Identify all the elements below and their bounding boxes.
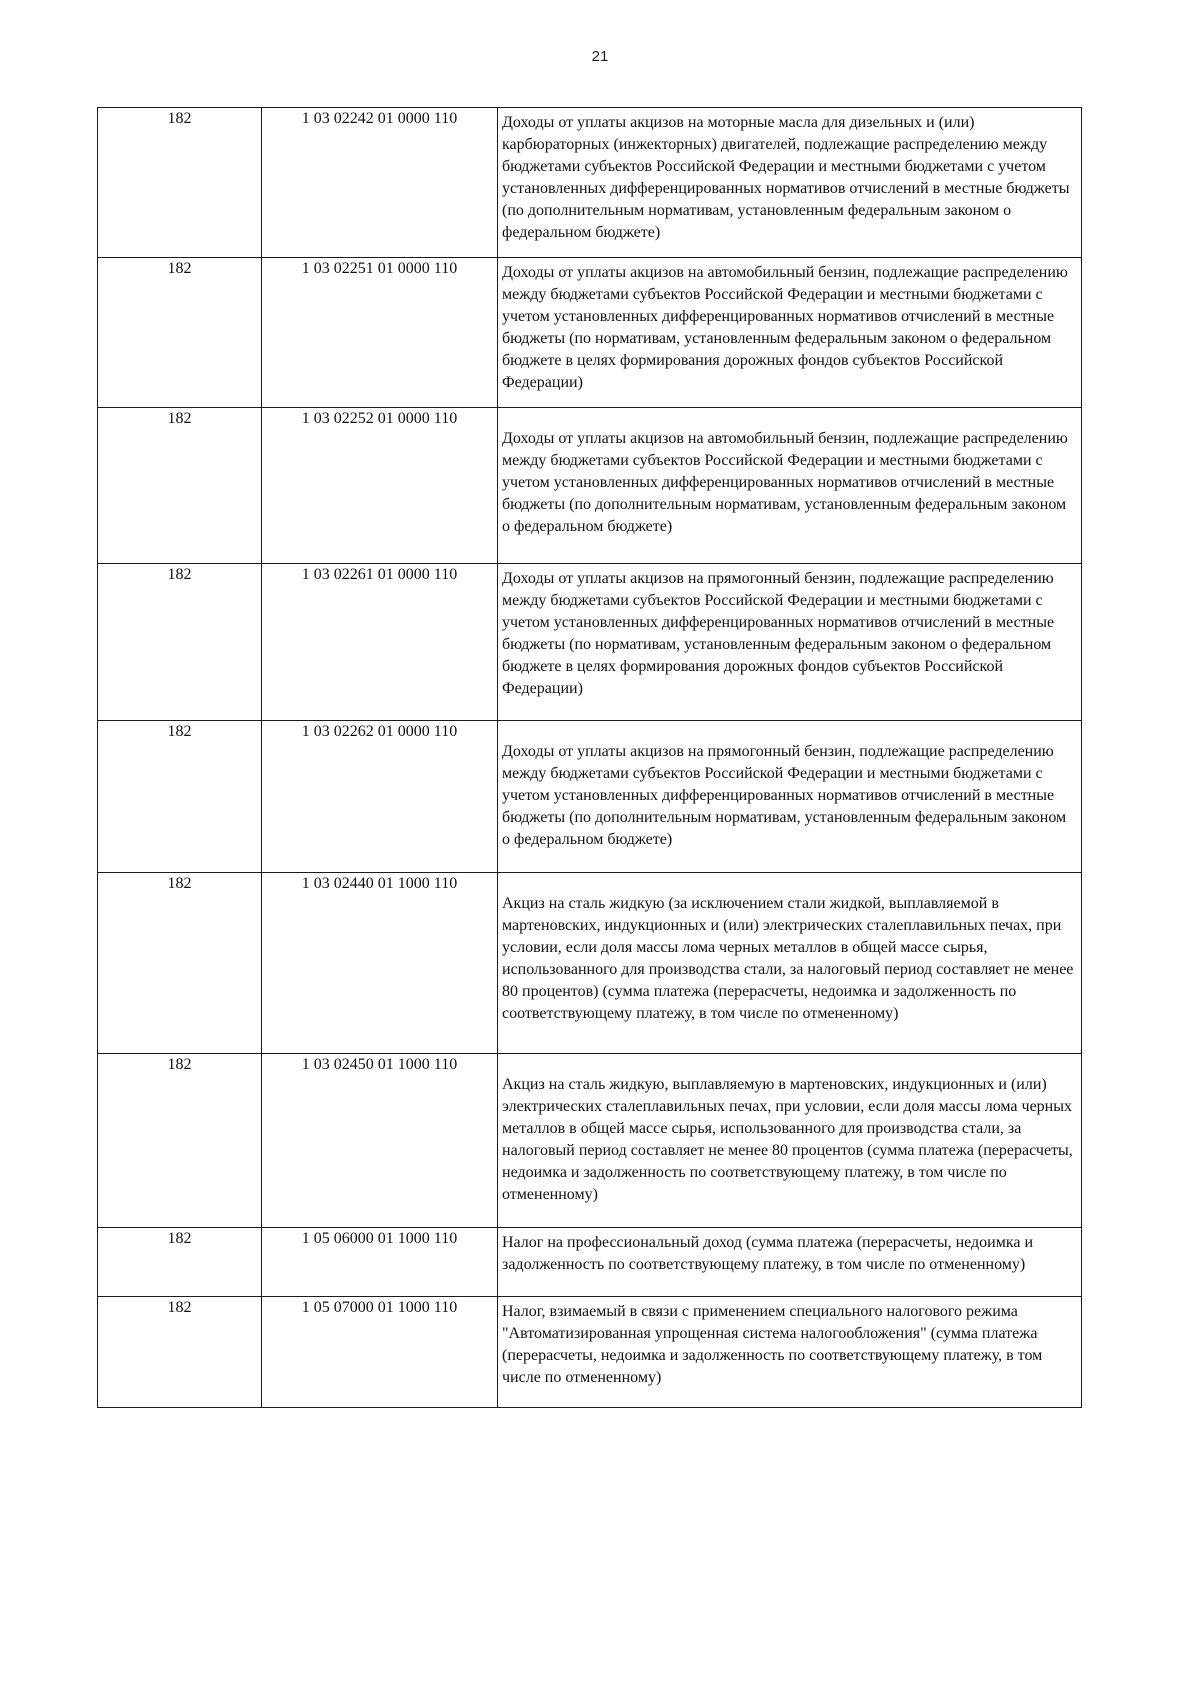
table-row (98, 108, 1082, 258)
table-row (98, 1228, 1082, 1297)
table-row (98, 1054, 1082, 1228)
description-cell: Доходы от уплаты акцизов на прямогонный бензин, подлежащие распределению между бюджетами субъектов Российской Федерации и местными бюджетами с учетом установленных дифференцированных нормативов отчислений в местные бюджеты (по дополнительным нормативам, установленным федеральным законом о федеральном бюджете) (498, 721, 1082, 873)
kbk-code-cell: 1 03 02242 01 0000 110 (262, 108, 498, 258)
admin-code-cell: 182 (98, 721, 262, 873)
admin-code-cell: 182 (98, 1228, 262, 1297)
kbk-code-cell: 1 03 02251 01 0000 110 (262, 258, 498, 408)
description-cell: Акциз на сталь жидкую (за исключением стали жидкой, выплавляемой в мартеновских, индукционных и (или) электрических сталеплавильных печах, при условии, если доля массы лома черных металлов в общей массе сырья, использованного для производства стали, за налоговый период составляет не менее 80 процентов) (сумма платежа (перерасчеты, недоимка и задолженность по соответствующему платежу, в том числе по отмененному) (498, 873, 1082, 1054)
kbk-code-cell: 1 05 07000 01 1000 110 (262, 1297, 498, 1408)
kbk-code-cell: 1 03 02450 01 1000 110 (262, 1054, 498, 1228)
description-cell: Доходы от уплаты акцизов на автомобильный бензин, подлежащие распределению между бюджетами субъектов Российской Федерации и местными бюджетами с учетом установленных дифференцированных нормативов отчислений в местные бюджеты (по нормативам, установленным федеральным законом о федеральном бюджете в целях формирования дорожных фондов субъектов Российской Федерации) (498, 258, 1082, 408)
admin-code-cell: 182 (98, 258, 262, 408)
description-cell: Доходы от уплаты акцизов на прямогонный бензин, подлежащие распределению между бюджетами субъектов Российской Федерации и местными бюджетами с учетом установленных дифференцированных нормативов отчислений в местные бюджеты (по нормативам, установленным федеральным законом о федеральном бюджете в целях формирования дорожных фондов субъектов Российской Федерации) (498, 564, 1082, 721)
admin-code-cell: 182 (98, 564, 262, 721)
description-cell: Доходы от уплаты акцизов на автомобильный бензин, подлежащие распределению между бюджетами субъектов Российской Федерации и местными бюджетами с учетом установленных дифференцированных нормативов отчислений в местные бюджеты (по дополнительным нормативам, установленным федеральным законом о федеральном бюджете) (498, 408, 1082, 564)
admin-code-cell: 182 (98, 1297, 262, 1408)
description-cell: Акциз на сталь жидкую, выплавляемую в мартеновских, индукционных и (или) электрических сталеплавильных печах, при условии, если доля массы лома черных металлов в общей массе сырья, использованного для производства стали, за налоговый период составляет не менее 80 процентов (сумма платежа (перерасчеты, недоимка и задолженность по соответствующему платежу, в том числе по отмененному) (498, 1054, 1082, 1228)
description-cell: Налог на профессиональный доход (сумма платежа (перерасчеты, недоимка и задолженность по соответствующему платежу, в том числе по отмененному) (498, 1228, 1082, 1297)
admin-code-cell: 182 (98, 408, 262, 564)
kbk-code-cell: 1 05 06000 01 1000 110 (262, 1228, 498, 1297)
table-row (98, 564, 1082, 721)
kbk-code-cell: 1 03 02252 01 0000 110 (262, 408, 498, 564)
kbk-code-cell: 1 03 02440 01 1000 110 (262, 873, 498, 1054)
budget-classification-table (97, 107, 1082, 1408)
table-row (98, 408, 1082, 564)
table-row (98, 873, 1082, 1054)
page-number: 21 (591, 48, 609, 65)
admin-code-cell: 182 (98, 108, 262, 258)
table-row (98, 721, 1082, 873)
table-row (98, 258, 1082, 408)
admin-code-cell: 182 (98, 1054, 262, 1228)
description-cell: Доходы от уплаты акцизов на моторные масла для дизельных и (или) карбюраторных (инжекторных) двигателей, подлежащие распределению между бюджетами субъектов Российской Федерации и местными бюджетами с учетом установленных дифференцированных нормативов отчислений в местные бюджеты (по дополнительным нормативам, установленным федеральным законом о федеральном бюджете) (498, 108, 1082, 258)
kbk-code-cell: 1 03 02262 01 0000 110 (262, 721, 498, 873)
table-row (98, 1297, 1082, 1408)
kbk-code-cell: 1 03 02261 01 0000 110 (262, 564, 498, 721)
description-cell: Налог, взимаемый в связи с применением специального налогового режима "Автоматизированная упрощенная система налогообложения" (сумма платежа (перерасчеты, недоимка и задолженность по соответствующему платежу, в том числе по отмененному) (498, 1297, 1082, 1408)
admin-code-cell: 182 (98, 873, 262, 1054)
